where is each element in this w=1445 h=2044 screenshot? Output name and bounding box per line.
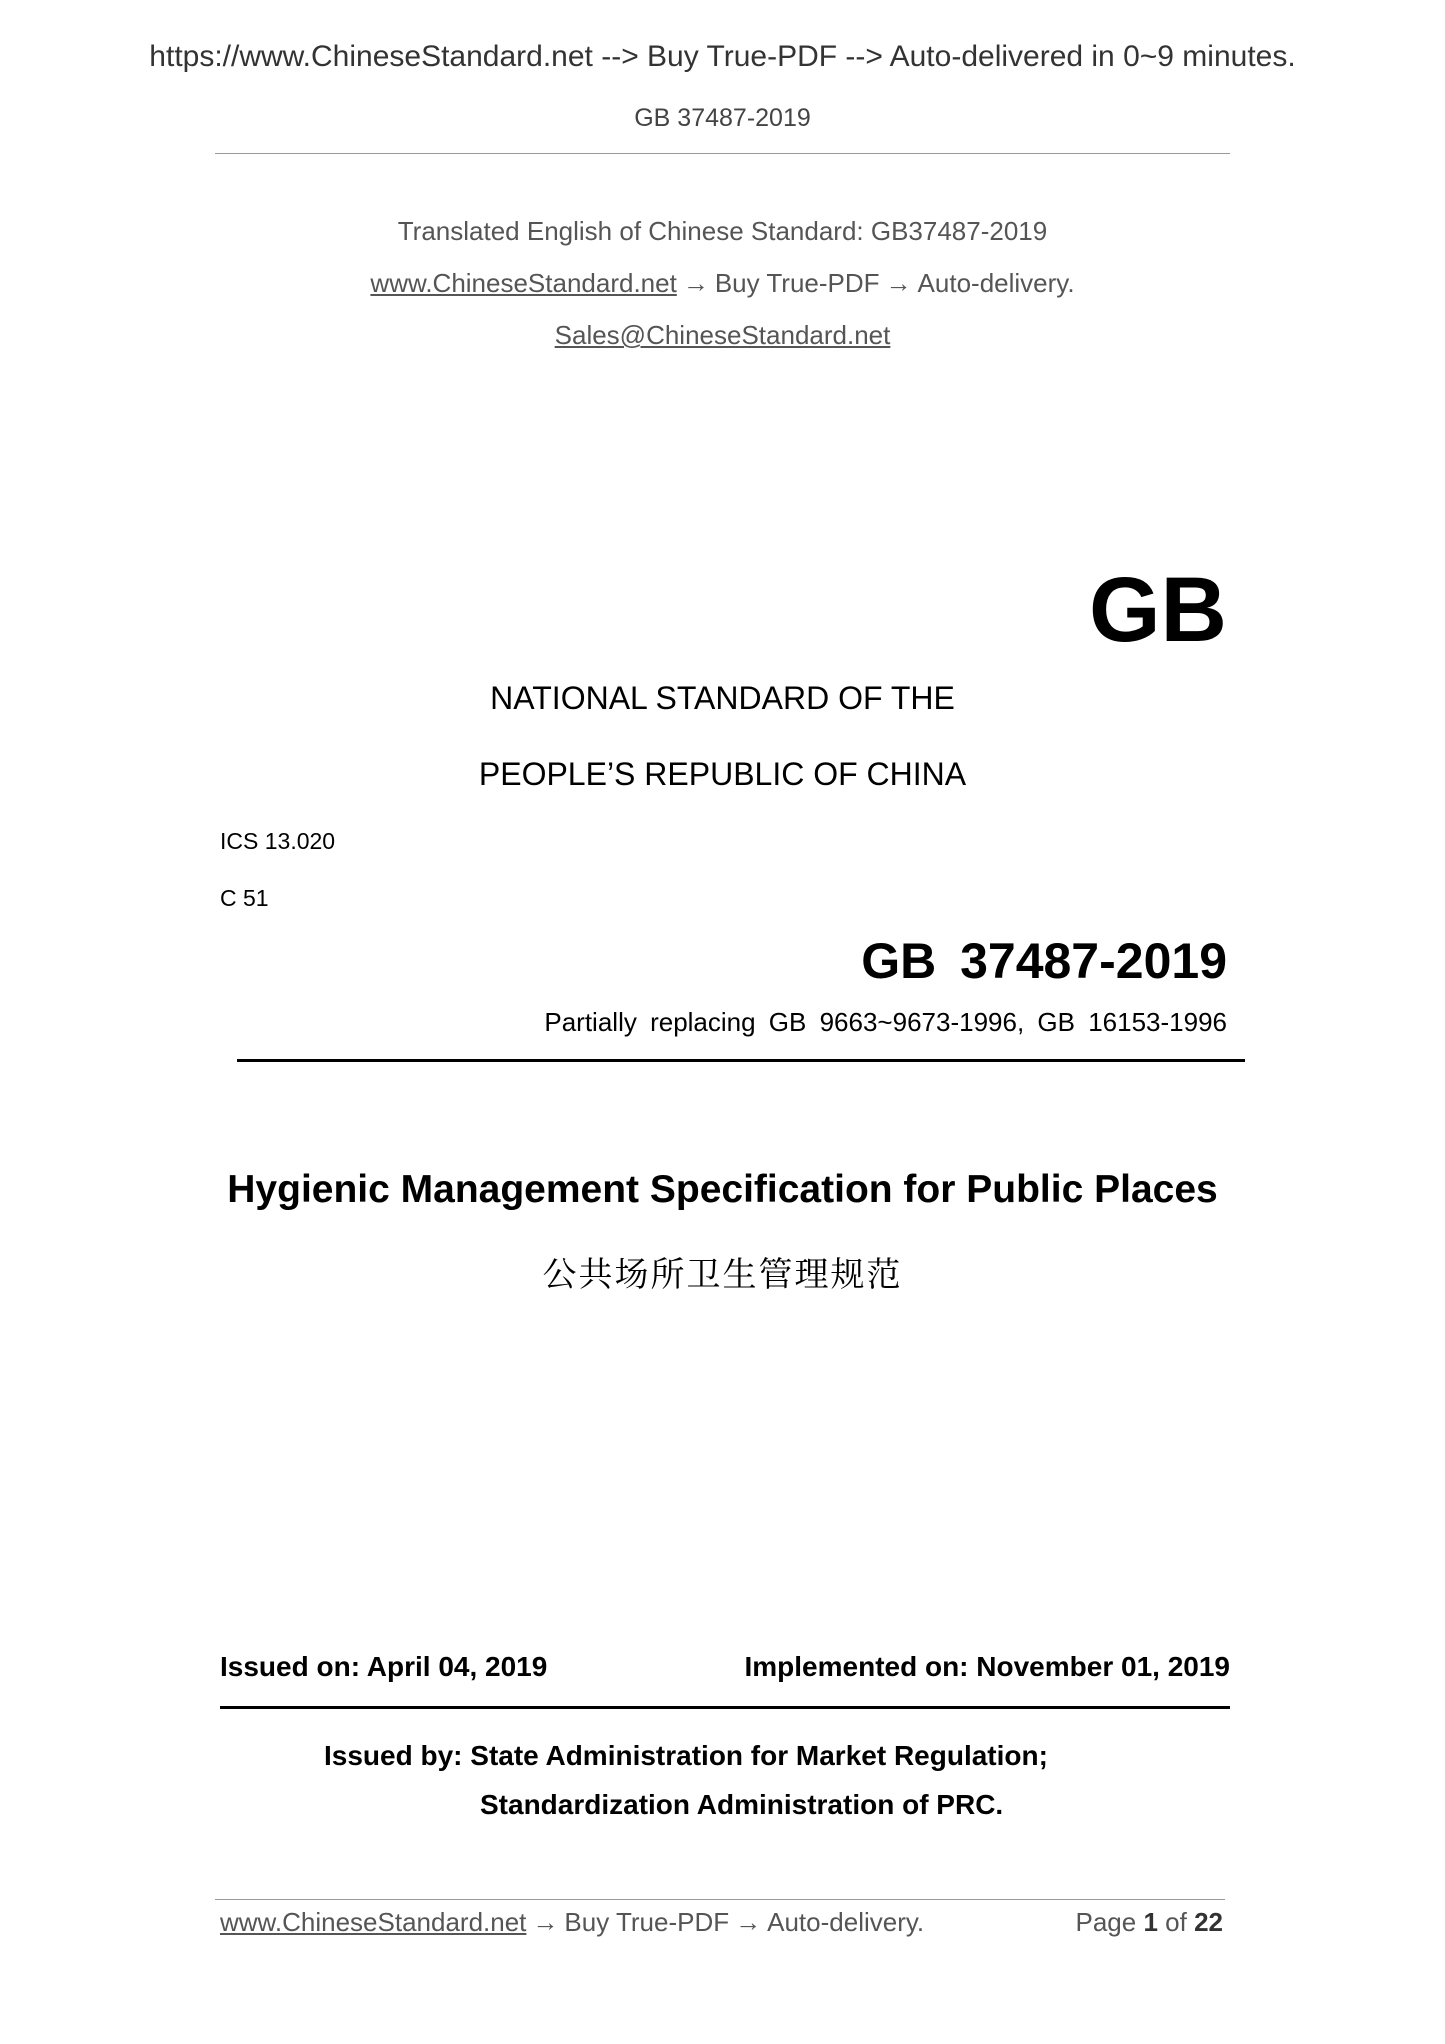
arrow-right-icon: → xyxy=(735,1907,762,1937)
page-number: 1 xyxy=(1143,1907,1158,1937)
site-link[interactable]: www.ChineseStandard.net xyxy=(370,268,677,298)
document-title-chinese: 公共场所卫生管理规范 xyxy=(542,1256,903,1294)
page-indicator xyxy=(1075,1907,1223,1938)
header-divider xyxy=(215,153,1230,154)
issued-date: Issued on: April 04, 2019 xyxy=(220,1651,548,1682)
header-standard-code: GB 37487-2019 xyxy=(634,104,811,132)
national-standard-line2: PEOPLE’S REPUBLIC OF CHINA xyxy=(478,756,967,792)
footer-site-link[interactable]: www.ChineseStandard.net xyxy=(220,1907,527,1937)
footer-divider xyxy=(215,1899,1225,1900)
document-title: Hygienic Management Specification for Public Places xyxy=(227,1168,1218,1211)
top-banner: https://www.ChineseStandard.net --> Buy True-PDF --> Auto-delivered in 0~9 minutes. xyxy=(149,40,1296,73)
auto-delivery-text: Auto-delivery. xyxy=(917,268,1075,298)
page-total: 22 xyxy=(1194,1907,1223,1937)
issued-by-line2: Standardization Administration of PRC. xyxy=(480,1789,1004,1820)
arrow-right-icon: → xyxy=(532,1907,559,1937)
of-label: of xyxy=(1165,1907,1187,1937)
page-label: Page xyxy=(1075,1907,1137,1937)
implemented-date: Implemented on: November 01, 2019 xyxy=(744,1651,1230,1682)
issued-by-line1: Issued by: State Administration for Market Regulation; xyxy=(324,1740,1048,1771)
buy-pdf-text: Buy True-PDF xyxy=(714,268,880,298)
issue-divider xyxy=(220,1706,1230,1709)
store-line xyxy=(0,268,1445,299)
cover-divider xyxy=(237,1059,1245,1062)
ccs-code: C 51 xyxy=(220,885,269,911)
replacing-note: Partially replacing GB 9663~9673-1996, GB 16153-1996 xyxy=(544,1007,1227,1037)
footer-auto-text: Auto-delivery. xyxy=(767,1907,925,1937)
national-standard-line1: NATIONAL STANDARD OF THE xyxy=(490,680,955,716)
sales-email-link[interactable]: Sales@ChineseStandard.net xyxy=(554,320,891,350)
translated-note: Translated English of Chinese Standard: GB37487-2019 xyxy=(397,216,1048,246)
gb-logo: GB xyxy=(1089,559,1227,661)
standard-number: GB 37487-2019 xyxy=(861,933,1227,989)
arrow-right-icon: → xyxy=(682,268,709,298)
footer-buy-text: Buy True-PDF xyxy=(564,1907,730,1937)
arrow-right-icon: → xyxy=(885,268,912,298)
ics-code: ICS 13.020 xyxy=(220,828,336,854)
email-line xyxy=(0,320,1445,351)
footer-store-line xyxy=(220,1907,924,1938)
